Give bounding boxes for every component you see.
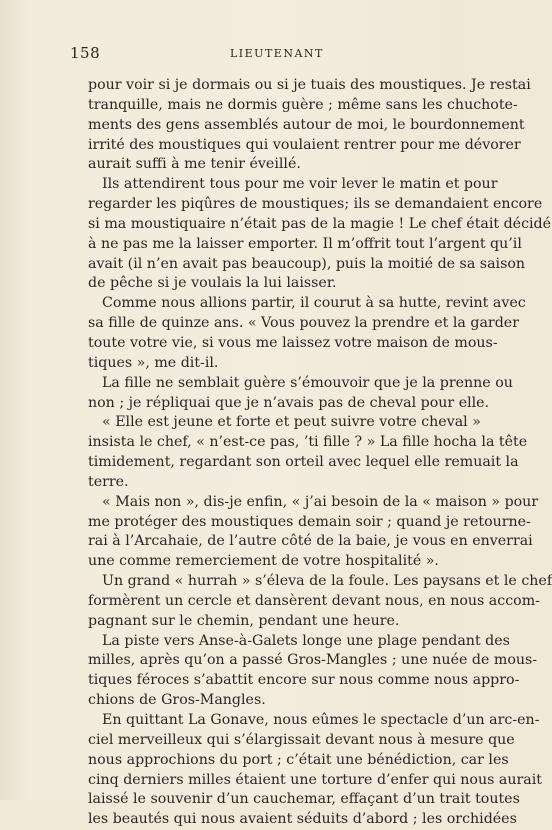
text-line: timidement, regardant son orteil avec lequel elle remuait la [88,454,519,471]
text-line: me protéger des moustiques demain soir ; quand je retourne- [88,513,531,530]
text-line: tiques », me dit-il. [88,354,219,371]
text-line: regarder les piqûres de moustiques; ils se demandaient encore [88,196,543,213]
text-line: non ; je répliquai que je n’avais pas de cheval pour elle. [88,394,490,411]
running-head: LIEUTENANT [230,47,324,60]
text-line: cinq derniers milles étaient une torture d’enfer qui nous aurait [88,771,542,788]
text-line: pagnant sur le chemin, pendant une heure. [88,612,400,629]
text-line: La fille ne semblait guère s’émouvoir que je la prenne ou [102,374,513,391]
text-line: « Mais non », dis-je enfin, « j’ai besoin de la « maison » pour [102,493,539,510]
text-line: rai à l’Arcahaie, de l’autre côté de la baie, je vous en enverrai [88,533,533,550]
text-line: La piste vers Anse-à-Galets longe une plage pendant des [102,632,510,649]
text-line: Ils attendirent tous pour me voir lever le matin et pour [102,176,498,193]
text-line: terre. [88,473,129,490]
text-line: à ne pas me la laisser emporter. Il m’offrit tout l’argent qu’il [88,235,522,252]
text-line: sa fille de quinze ans. « Vous pouvez la prendre et la garder [88,315,519,332]
text-line: pour voir si je dormais ou si je tuais des moustiques. Je restai [88,77,531,93]
text-line: Un grand « hurrah » s’éleva de la foule. Les paysans et le chef [102,573,552,590]
text-line: avait (il n’en avait pas beaucoup), puis la moitié de sa saison [88,255,526,272]
text-line: tranquille, mais ne dormis guère ; même sans les chuchote- [88,96,518,113]
text-line: irrité des moustiques qui voulaient rentrer pour me dévorer [88,136,521,153]
text-line: ments des gens assemblés autour de moi, le bourdonnement [88,116,525,133]
text-line: une comme remerciement de votre hospitalité ». [88,553,439,570]
text-line: les beautés qui nous avaient séduits d’abord ; les orchidées [88,811,517,828]
text-line: de pêche si je voulais la lui laisser. [88,275,337,292]
text-line: si ma moustiquaire n’était pas de la magie ! Le chef était décidé [88,215,552,232]
page-header [70,44,455,64]
text-line: laissé le souvenir d’un cauchemar, effaçant d’un trait toutes [88,791,520,808]
body-text [88,76,552,830]
text-line: « Elle est jeune et forte et peut suivre votre cheval » [102,414,481,431]
page-number: 158 [70,44,101,62]
text-line: En quittant La Gonave, nous eûmes le spectacle d’un arc-en- [102,712,540,728]
text-line: ciel merveilleux qui s’élargissait devant nous à mesure que [88,731,515,748]
text-line: milles, après qu’on a passé Gros-Mangles ; une nuée de mous- [88,652,538,669]
text-line: nous approchions du port ; c’était une bénédiction, car les [88,751,509,768]
text-line: aurait suffi à me tenir éveillé. [88,156,301,173]
text-line: chions de Gros-Mangles. [88,692,266,709]
text-line: Comme nous allions partir, il courut à sa hutte, revint avec [102,295,526,312]
text-line: toute votre vie, si vous me laissez votre maison de mous- [88,334,498,351]
text-line: formèrent un cercle et dansèrent devant nous, en nous accom- [88,592,540,609]
text-line: tiques féroces s’abattit encore sur nous comme nous appro- [88,672,520,689]
text-line: insista le chef, « n’est-ce pas, ’ti fille ? » La fille hocha la tête [88,434,528,451]
